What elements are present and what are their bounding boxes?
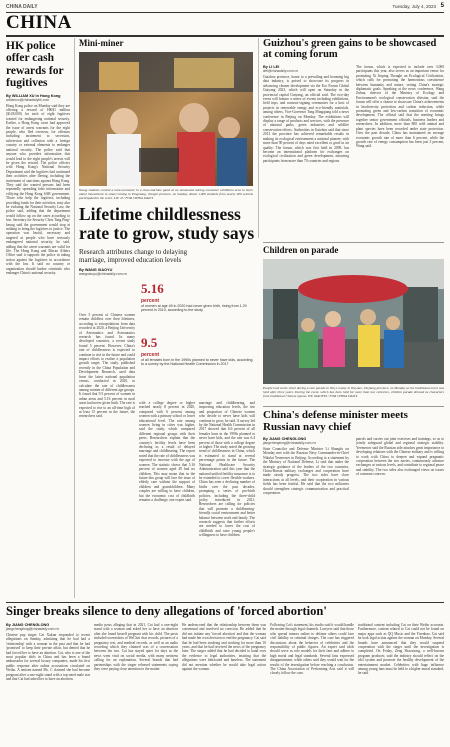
singer-body-col1: Chinese pop singer Cai Xukun responded to recent allegations on Sunday, admitting that he had had a 'relationship' with a woman in the past and that he had 'promised' to keep their private affair, but denied that he had forced her to have an abortion. Cai, who is one of the most popular idols in China and has been a brand ambassador for several luxury companies, made his first public response after online accusations circulated on Weibo. A netizen named Ms. C claimed she had become pregnant after a one-night stand with a top-rated male star and that Cai had asked her to have an abortion. bbox=[6, 633, 90, 682]
guizhou-body-col2: The forum, which is expected to include over 3,000 participants this year, also serves as an important venue for promoting Xi Jinping Thought on Ecological Civilization, which calls for promoting the harmonious coexistence between humanity and nature, setting China's strategic diplomatic goals. Speaking at the news conference, Wang Zuhua, director of the Ministry of Ecology and Environment's ecological conservation division, said the forum will offer a chance to showcase China's achievements in biodiversity protection and carbon reduction, while promoting green and low-carbon transition of economic development. The official said that the meeting brings together senior government officials, business leaders and researchers. In addition, more than 800 wild animal and plant species have been recorded under state protection. Over the past decade, China has maintained an average economic growth rate of more than 6 percent, while the growth rate of energy consumption has been just 3 percent, Wang said. bbox=[356, 65, 444, 149]
singer-byline: By JIANG CHENGLONG bbox=[6, 623, 50, 627]
stat-value: 5.16 bbox=[141, 281, 164, 296]
children-parade-photo bbox=[263, 259, 444, 384]
defense-article bbox=[263, 410, 444, 595]
stat-callout bbox=[141, 280, 253, 313]
childlessness-byline: By WANG XIAOYU bbox=[79, 268, 113, 272]
defense-body-col2: patrols and carries out joint exercises and trainings, so as to jointly safeguard global and regional strategic stability. Yevmenov said the Russian side attaches great importance to developing relations with the Chinese military and is willing to work with China to deepen and expand pragmatic cooperation between the two navies, continuously advance exchanges at various levels, and contribute to regional peace and stability. The two sides also exchanged views on issues of common concern. bbox=[356, 437, 444, 477]
mini-miner-photo bbox=[79, 52, 253, 186]
hk-headline: HK police offer cash rewards for fugitives bbox=[6, 40, 64, 90]
childlessness-headline: Lifetime childlessness rate to grow, study says bbox=[79, 204, 255, 243]
guizhou-headline: Guizhou's green gains to be showcased at coming forum bbox=[263, 38, 437, 61]
defense-email: jiangchenglong@chinadaily.com.cn bbox=[263, 441, 316, 445]
hk-body: Hong Kong police on Monday said they are offering a reward of HK$1 million ($128,000) for each of eight fugitives wanted for endangering national security. Earlier, a Hong Kong court had approved the issue of arrest warrants for the eight people, who fled overseas, for offenses including incitement to secession, subversion and collusion with a foreign country or external elements to endanger national security. The police said that anyone who provides information that would lead to the eight people's arrests will be given the reward. The police officers with Hong Kong's National Security Department said the fugitives had continued their activities after fleeing, including the incitement of sanctions against Hong Kong. They said the wanted persons had been repeatedly spreading false information and vilifying the Hong Kong SAR government. Those who help the fugitives, including providing funds for their activities, may also be violating the National Security Law, the police said, adding that the department would follow up on the cases according to law. Secretary for Security Chris Tang Ping-keung said the government would stop at nothing to bring the fugitives to justice. The operation was lawful, necessary and targeted at people who have seriously endangered national security, he said, adding that the arrest warrants are valid for life. The Hong Kong and Macao Affairs Office said it supports the police in taking action against the fugitives in accordance with the law. It said no country or organization should harbor criminals who endanger China's national security. bbox=[6, 103, 70, 276]
defense-headline: China's defense minister meets Russian navy chief bbox=[263, 409, 408, 433]
stat-unit: percent bbox=[141, 352, 160, 358]
singer-body-col2: media posts alleging that in 2021, Cai had a one-night stand with a woman and asked her to have an abortion after she found herself pregnant with his child. The posts included screenshots of WeChat chat records, pictures of a pregnancy test, and medical records, as well as an audio recording which they claimed was of a conversation between the two. Cai has stayed quiet for days as the news went viral on social media, with many netizens calling for an explanation. Several brands that had partnerships with the singer released statements saying they were paying close attention to the matter. bbox=[94, 623, 178, 672]
guizhou-article bbox=[263, 38, 444, 238]
stat-text: of women at age 49 in 2020 had never given birth, rising from 1.29 percent in 2010, according to the study bbox=[141, 304, 247, 313]
page-number: 5 bbox=[440, 3, 444, 9]
children-title: Children on parade bbox=[263, 245, 339, 255]
childlessness-email: wangxiaoyu@chinadaily.com.cn bbox=[79, 272, 128, 276]
guizhou-byline: By LI LEI bbox=[263, 65, 280, 69]
hk-email: williamxu@chinadailyhk.com bbox=[6, 97, 50, 102]
mini-miner-kicker: Mini-miner bbox=[79, 38, 124, 48]
childlessness-body-col3: marriage and childbearing, and improving education levels, the rise and proportion of Chinese women who decide to never have kids will continue to grow, he said. A survey led by the National Health Commission in 2017 showed that 6.6 percent of all females born in the 1990s planned to never have kids, and the rate was 6.4 percent of those with a college degree or higher. The study noted the growing trend of childlessness in China, which is estimated to stand at several percentage points in the future. The National Healthcare Security Administration said this year that the national unified fertility insurance is to be extended to cover flexible workers. China has seen a declining number of births over the past decades, prompting a series of pro-birth policies, including the three-child policy introduced in 2021. Researchers are calling for policies that will promote a childbearing-friendly social environment and better balance between work and family. The research suggests that further efforts are needed to lower the cost of childbirth and raise young people's willingness to have children. bbox=[199, 401, 255, 538]
hk-police-article bbox=[6, 40, 70, 620]
mini-miner-caption: Young students control a mini-excavator in a claw-machine game at an unmanned mining excavator exhibition area to learn about innovations in smart mining in Pingxiang, Jiangxi province, on Sunday. About 1,000 students from nearly 400 schools participated in the event. LIU JI / FOR CHINA DAILY bbox=[79, 188, 253, 200]
singer-email: jiangchenglong@chinadaily.com.cn bbox=[6, 627, 59, 631]
stat-callout bbox=[141, 334, 253, 367]
singer-headline: Singer breaks silence to deny allegations of 'forced abortion' bbox=[6, 604, 327, 618]
childlessness-subhead: Research attributes change to delaying marriage, improved education levels bbox=[79, 248, 188, 264]
stat-value: 9.5 bbox=[141, 335, 158, 350]
section-title: CHINA bbox=[6, 12, 72, 33]
defense-byline: By JIANG CHENGLONG bbox=[263, 437, 307, 441]
defense-body-col1: State Councilor and Defense Minister Li Shangfu on Monday met with the Russian Navy Commander-in-Chief Nikolai Yevmenov in Beijing. According to a statement by the Ministry of National Defense, Li said that under the strategic guidance of the leaders of the two countries, China-Russia military exchanges and cooperation have made steady progress. The two sides have close interactions at all levels, and their cooperation in various fields has been fruitful. He said that the two militaries should strengthen strategic communication and practical cooperation. bbox=[263, 447, 349, 496]
singer-body-col4: Following Cai's statement, his studio said it would handle the matter through legal channels. Lawyers said that those who spread rumors online to defame others could face civil liability or criminal charges. The case has triggered discussions about the behavior of celebrities and the responsibility of public figures. An expert said idols should serve as role models for their fans and adhere to high moral and legal standards. Several fans expressed disappointment, while others said they would wait for the results of the investigation before reaching a conclusion. The China Association of Performing Arts said it will closely follow the case. bbox=[270, 623, 354, 676]
stat-text: of all females born in the 1990s planned to never have kids, according to a survey by the National Health Commission in 2017 bbox=[141, 358, 253, 367]
stat-unit: percent bbox=[141, 298, 160, 304]
singer-body-col3: He underscored that the relationship between them was consensual and involved no coercion. He added that he did not initiate any 'forced abortion' and that the woman had made her own decision to end the pregnancy. Cai said that he had been studying and working for more than 10 years, and that he had received the news of the pregnancy later. The singer added that he had decided to hand over the evidence to legal authorities, insisting that the allegations were fabricated and baseless. The statement did not mention whether he would take legal action against the woman. bbox=[182, 623, 266, 672]
guizhou-email: lilei@chinadaily.com.cn bbox=[263, 69, 299, 73]
stat-callouts bbox=[141, 272, 253, 392]
childlessness-body-col1: Over 5 percent of Chinese women remain childless over their lifetimes, according to extrapolations from data recorded in 2020, a Beijing University of Aeronautics and Astronautics research has found. In many developed countries, a recent study found 5 percent. However, China's rate of childlessness is expected to continue to rise in the future and could impact efforts to realize a population growth target. The study, published recently in the China Population and Development Research, used data from the latest national population census, conducted in 2020, to calculate the rate of childlessness among women of different age groups. It found that 9.5 percent of women in urban areas and 5.16 percent in rural areas had never given birth. The rate is expected to rise to an all-time high of at least 15 percent in the future, the researchers said. bbox=[79, 313, 135, 419]
childlessness-article bbox=[79, 205, 255, 605]
china-daily-logo: CHINA DAILY bbox=[6, 4, 38, 10]
singer-body-col5: traditional content including Cai on their Weibo accounts. Furthermore, content related to Cai could not be found on major apps such as QQ Music and the Yirenbao. Cai said he took legal action against the woman on Monday. Several brands have announced that they would suspend cooperation with the singer until the investigation is completed. On Friday, Zeng Shaoxiong, a well-known program producer, said the industry should reflect on the idol system and promote the healthy development of the entertainment market. Celebrities with huge influence among young fans must be held to a higher moral standard, he said. bbox=[358, 623, 444, 676]
issue-date: Tuesday, July 4, 2023 bbox=[392, 4, 436, 9]
singer-article bbox=[6, 623, 444, 745]
children-caption: People look at the street during a rain parade in Wuyi county in Wuyuan, Zhejiang province, on Monday as the traditional event was held after three years. During the event, which has been held for more than two centuries, children parade dressed as characters from traditional Chinese operas. HU XIAOFEI / FOR CHINA DAILY bbox=[263, 386, 444, 399]
childlessness-body-col2: with a college degree or higher reached nearly 8 percent in 2020, compared with 6 percent among women with a primary school or lower educational level. The rate among women living in cities was higher, said the study, which compared different regional groups with their peers. Researchers explain that the country's fertility levels have been declining as a result of delayed marriage and childbearing. The report noted that the rate of childlessness was expected to increase with the age of women. The statistic shows that 5.16 percent of women aged 49 had no children. This may mean that in the future this group will face the issue of elderly care without the support of children and grandchildren. Many couples are willing to have children, but the economic cost of childbirth remains a challenge, one expert said. bbox=[139, 401, 195, 502]
hk-byline: By WILLIAM XU in Hong Kong bbox=[6, 93, 61, 98]
guizhou-body-col1: Guizhou province, home to a prevailing and booming big data industry, is poised to showcase its progress in advancing cleaner development via the Eco Forum Global Guiyang 2023, which will open on Saturday in the provincial capital Guiyang, an official said. The two-day event will feature a series of events including exhibitions, field trips, and contract-signing ceremonies for a host of projects in renewable energy and eco-friendly materials, among others, Vice-Governor Tang Mingqiang told a news conference in Beijing on Monday. The exhibitions will display a range of products and services, with the presence of national parks, green industries and wildlife conservation efforts. Authorities in Guizhou said that since 2013 the province has achieved remarkable results in making its ecological environment a national pioneer, with more than 90 percent of days rated excellent or good in air quality. The forum, which was first held in 2009, has become an international platform for exchanges on ecological civilization and green development, attracting participants from more than 70 countries and regions. bbox=[263, 75, 349, 163]
